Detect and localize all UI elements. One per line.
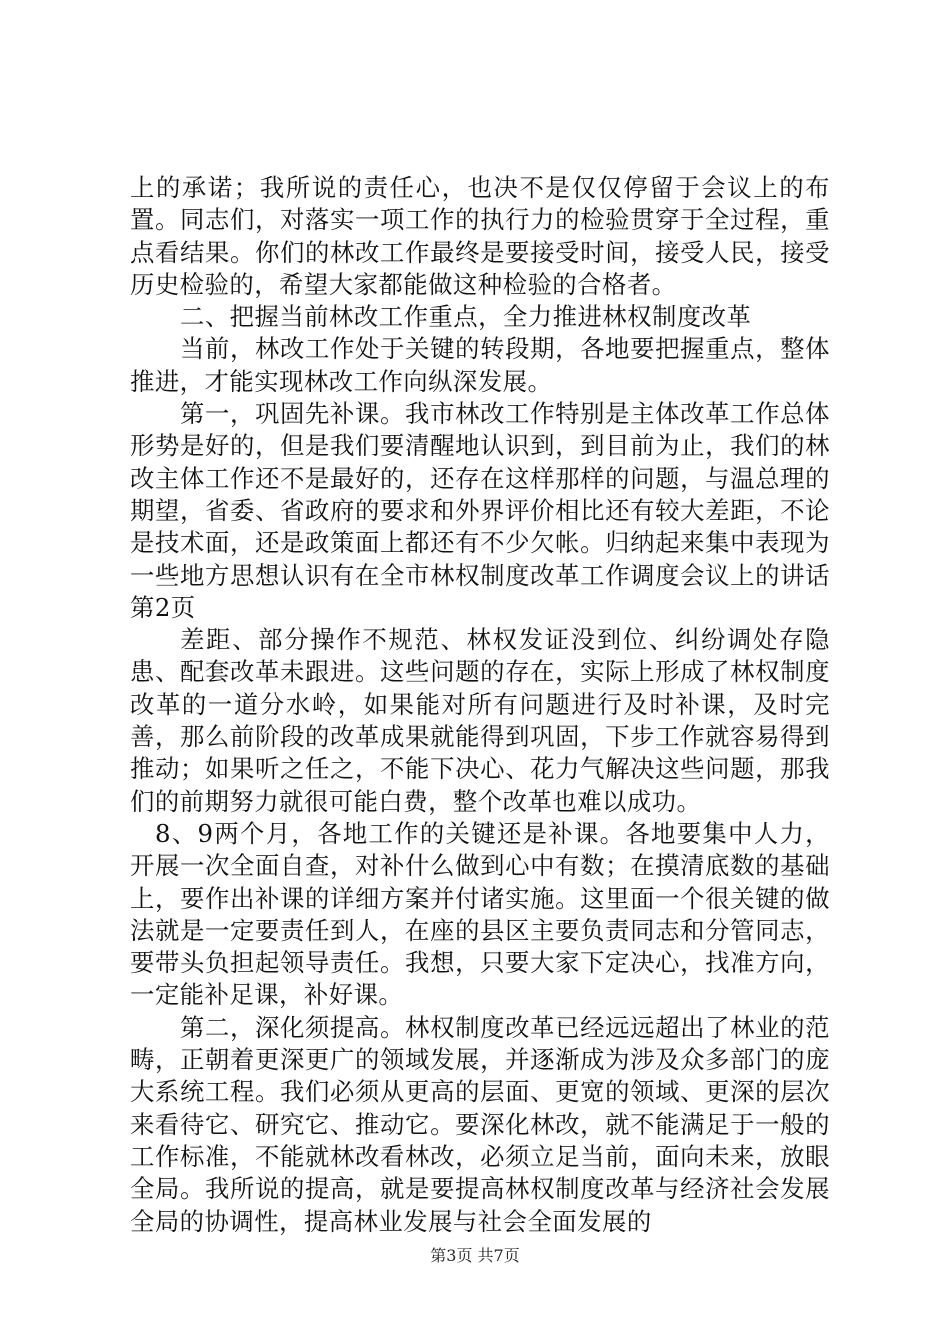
page-footer: 第3页 共7页 xyxy=(430,1246,520,1265)
document-body xyxy=(130,172,830,1238)
paragraph-august-september: 8、9两个月，各地工作的关键还是补课。各地要集中人力，开展一次全面自查，对补什么做到心中有数；在摸清底数的基础上，要作出补课的详细方案并付诸实施。这里面一个很关键的做法就是一定要责任到人，在座的县区主要负责同志和分管同志，要带头负担起领导责任。我想，只要大家下定决心，找准方向，一定能补足课，补好课。 xyxy=(130,818,830,1010)
section-heading: 二、把握当前林改工作重点，全力推进林权制度改革 xyxy=(180,302,752,332)
paragraph-intro: 当前，林改工作处于关键的转段期，各地要把握重点，整体推进，才能实现林改工作向纵深发展。 xyxy=(130,334,830,396)
paragraph-second-point: 第二，深化须提高。林权制度改革已经远远超出了林业的范畴，正朝着更深更广的领域发展，并逐渐成为涉及众多部门的庞大系统工程。我们必须从更高的层面、更宽的领域、更深的层次来看待它、研究它、推动它。要深化林改，就不能满足于一般的工作标准，不能就林改看林改，必须立足当前，面向未来，放眼全局。我所说的提高，就是要提高林权制度改革与经济社会发展全局的协调性，提高林业发展与社会全面发展的 xyxy=(130,1012,830,1236)
paragraph-continuation: 上的承诺；我所说的责任心，也决不是仅仅停留于会议上的布置。同志们，对落实一项工作的执行力的检验贯穿于全过程，重点看结果。你们的林改工作最终是要接受时间，接受人民，接受历史检验的，希望大家都能做这种检验的合格者。 xyxy=(130,173,830,299)
paragraph-gaps: 差距、部分操作不规范、林权发证没到位、纠纷调处存隐患、配套改革未跟进。这些问题的存在，实际上形成了林权制度改革的一道分水岭，如果能对所有问题进行及时补课，及时完善，那么前阶段的改革成果就能得到巩固，下步工作就容易得到推动；如果听之任之，不能下决心、花力气解决这些问题，那我们的前期努力就很可能白费，整个改革也难以成功。 xyxy=(130,625,830,816)
paragraph-first-point: 第一，巩固先补课。我市林改工作特别是主体改革工作总体形势是好的，但是我们要清醒地认识到，到目前为止，我们的林改主体工作还不是最好的，还存在这样那样的问题，与温总理的期望，省委、省政府的要求和外界评价相比还有较大差距，不论是技术面，还是政策面上都还有不少欠帐。归纳起来集中表现为一些地方思想认识有在全市林权制度改革工作调度会议上的讲话第2页 xyxy=(130,399,830,622)
